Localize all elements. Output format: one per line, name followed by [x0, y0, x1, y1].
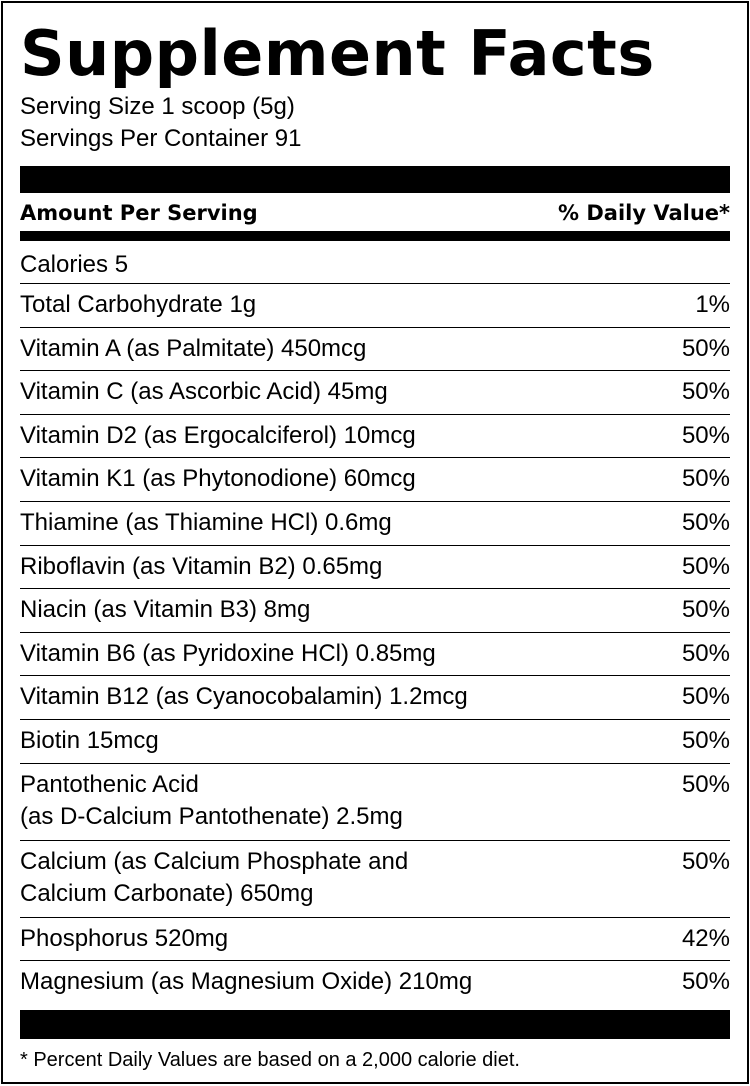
nutrient-name: Total Carbohydrate 1g [20, 291, 257, 318]
nutrient-name: Vitamin B12 (as Cyanocobalamin) 1.2mcg [20, 683, 468, 711]
column-header [20, 193, 730, 231]
nutrient-daily-value: 50% [681, 508, 730, 536]
nutrient-name: Calcium (as Calcium Phosphate and Calcium Carbonate) 650mg [20, 847, 409, 907]
nutrient-daily-value: 50% [681, 639, 730, 667]
nutrient-daily-value: 50% [681, 683, 730, 711]
nutrient-daily-value: 50% [681, 334, 730, 362]
nutrient-daily-value: 50% [681, 378, 730, 406]
nutrient-name: Magnesium (as Magnesium Oxide) 210mg [20, 968, 473, 996]
nutrient-daily-value: 1% [695, 291, 730, 318]
nutrient-row [20, 457, 730, 501]
servings-per-container: Servings Per Container 91 [20, 125, 302, 152]
nutrient-name: Vitamin B6 (as Pyridoxine HCl) 0.85mg [20, 639, 436, 667]
nutrient-name: Vitamin C (as Ascorbic Acid) 45mg [20, 378, 388, 406]
nutrient-row [20, 719, 730, 763]
nutrient-daily-value: 50% [681, 421, 730, 449]
nutrient-name: Biotin 15mcg [20, 726, 159, 754]
nutrient-name: Phosphorus 520mg [20, 924, 229, 952]
nutrient-row [20, 283, 730, 327]
nutrient-name: Vitamin D2 (as Ergocalciferol) 10mcg [20, 421, 416, 449]
nutrient-row [20, 763, 730, 840]
amount-per-serving-heading: Amount Per Serving [20, 201, 258, 225]
nutrient-row [20, 588, 730, 632]
nutrient-row [20, 241, 730, 283]
nutrient-name: Niacin (as Vitamin B3) 8mg [20, 596, 311, 624]
nutrient-row [20, 501, 730, 545]
serving-size: Serving Size 1 scoop (5g) [20, 93, 295, 120]
nutrient-name: Calories 5 [20, 251, 129, 278]
nutrient-row [20, 632, 730, 676]
nutrient-name: Pantothenic Acid (as D-Calcium Pantothenate) 2.5mg [20, 770, 403, 830]
daily-value-heading: % Daily Value* [558, 201, 730, 225]
nutrient-daily-value: 50% [681, 847, 730, 875]
label-title: Supplement Facts [20, 17, 655, 90]
nutrient-daily-value: 50% [681, 552, 730, 580]
medium-divider [20, 231, 730, 241]
nutrient-row [20, 960, 730, 1004]
nutrient-row [20, 327, 730, 371]
nutrient-daily-value: 50% [681, 596, 730, 624]
nutrient-daily-value: 50% [681, 465, 730, 493]
nutrient-name: Vitamin A (as Palmitate) 450mcg [20, 334, 367, 362]
nutrient-row [20, 840, 730, 917]
nutrient-row [20, 414, 730, 458]
daily-value-footnote: * Percent Daily Values are based on a 2,000 calorie diet. [20, 1048, 520, 1071]
nutrient-daily-value: 42% [681, 924, 730, 952]
nutrient-row [20, 917, 730, 961]
nutrient-row [20, 545, 730, 589]
nutrient-name: Vitamin K1 (as Phytonodione) 60mcg [20, 465, 416, 493]
nutrient-row [20, 675, 730, 719]
nutrient-daily-value: 50% [681, 968, 730, 996]
nutrient-name: Riboflavin (as Vitamin B2) 0.65mg [20, 552, 383, 580]
nutrient-name: Thiamine (as Thiamine HCl) 0.6mg [20, 508, 392, 536]
nutrient-row [20, 370, 730, 414]
bottom-divider [20, 1010, 730, 1039]
supplement-facts-label [1, 1, 749, 1084]
nutrient-daily-value: 50% [681, 726, 730, 754]
nutrient-daily-value: 50% [681, 770, 730, 798]
thick-divider [20, 166, 730, 193]
